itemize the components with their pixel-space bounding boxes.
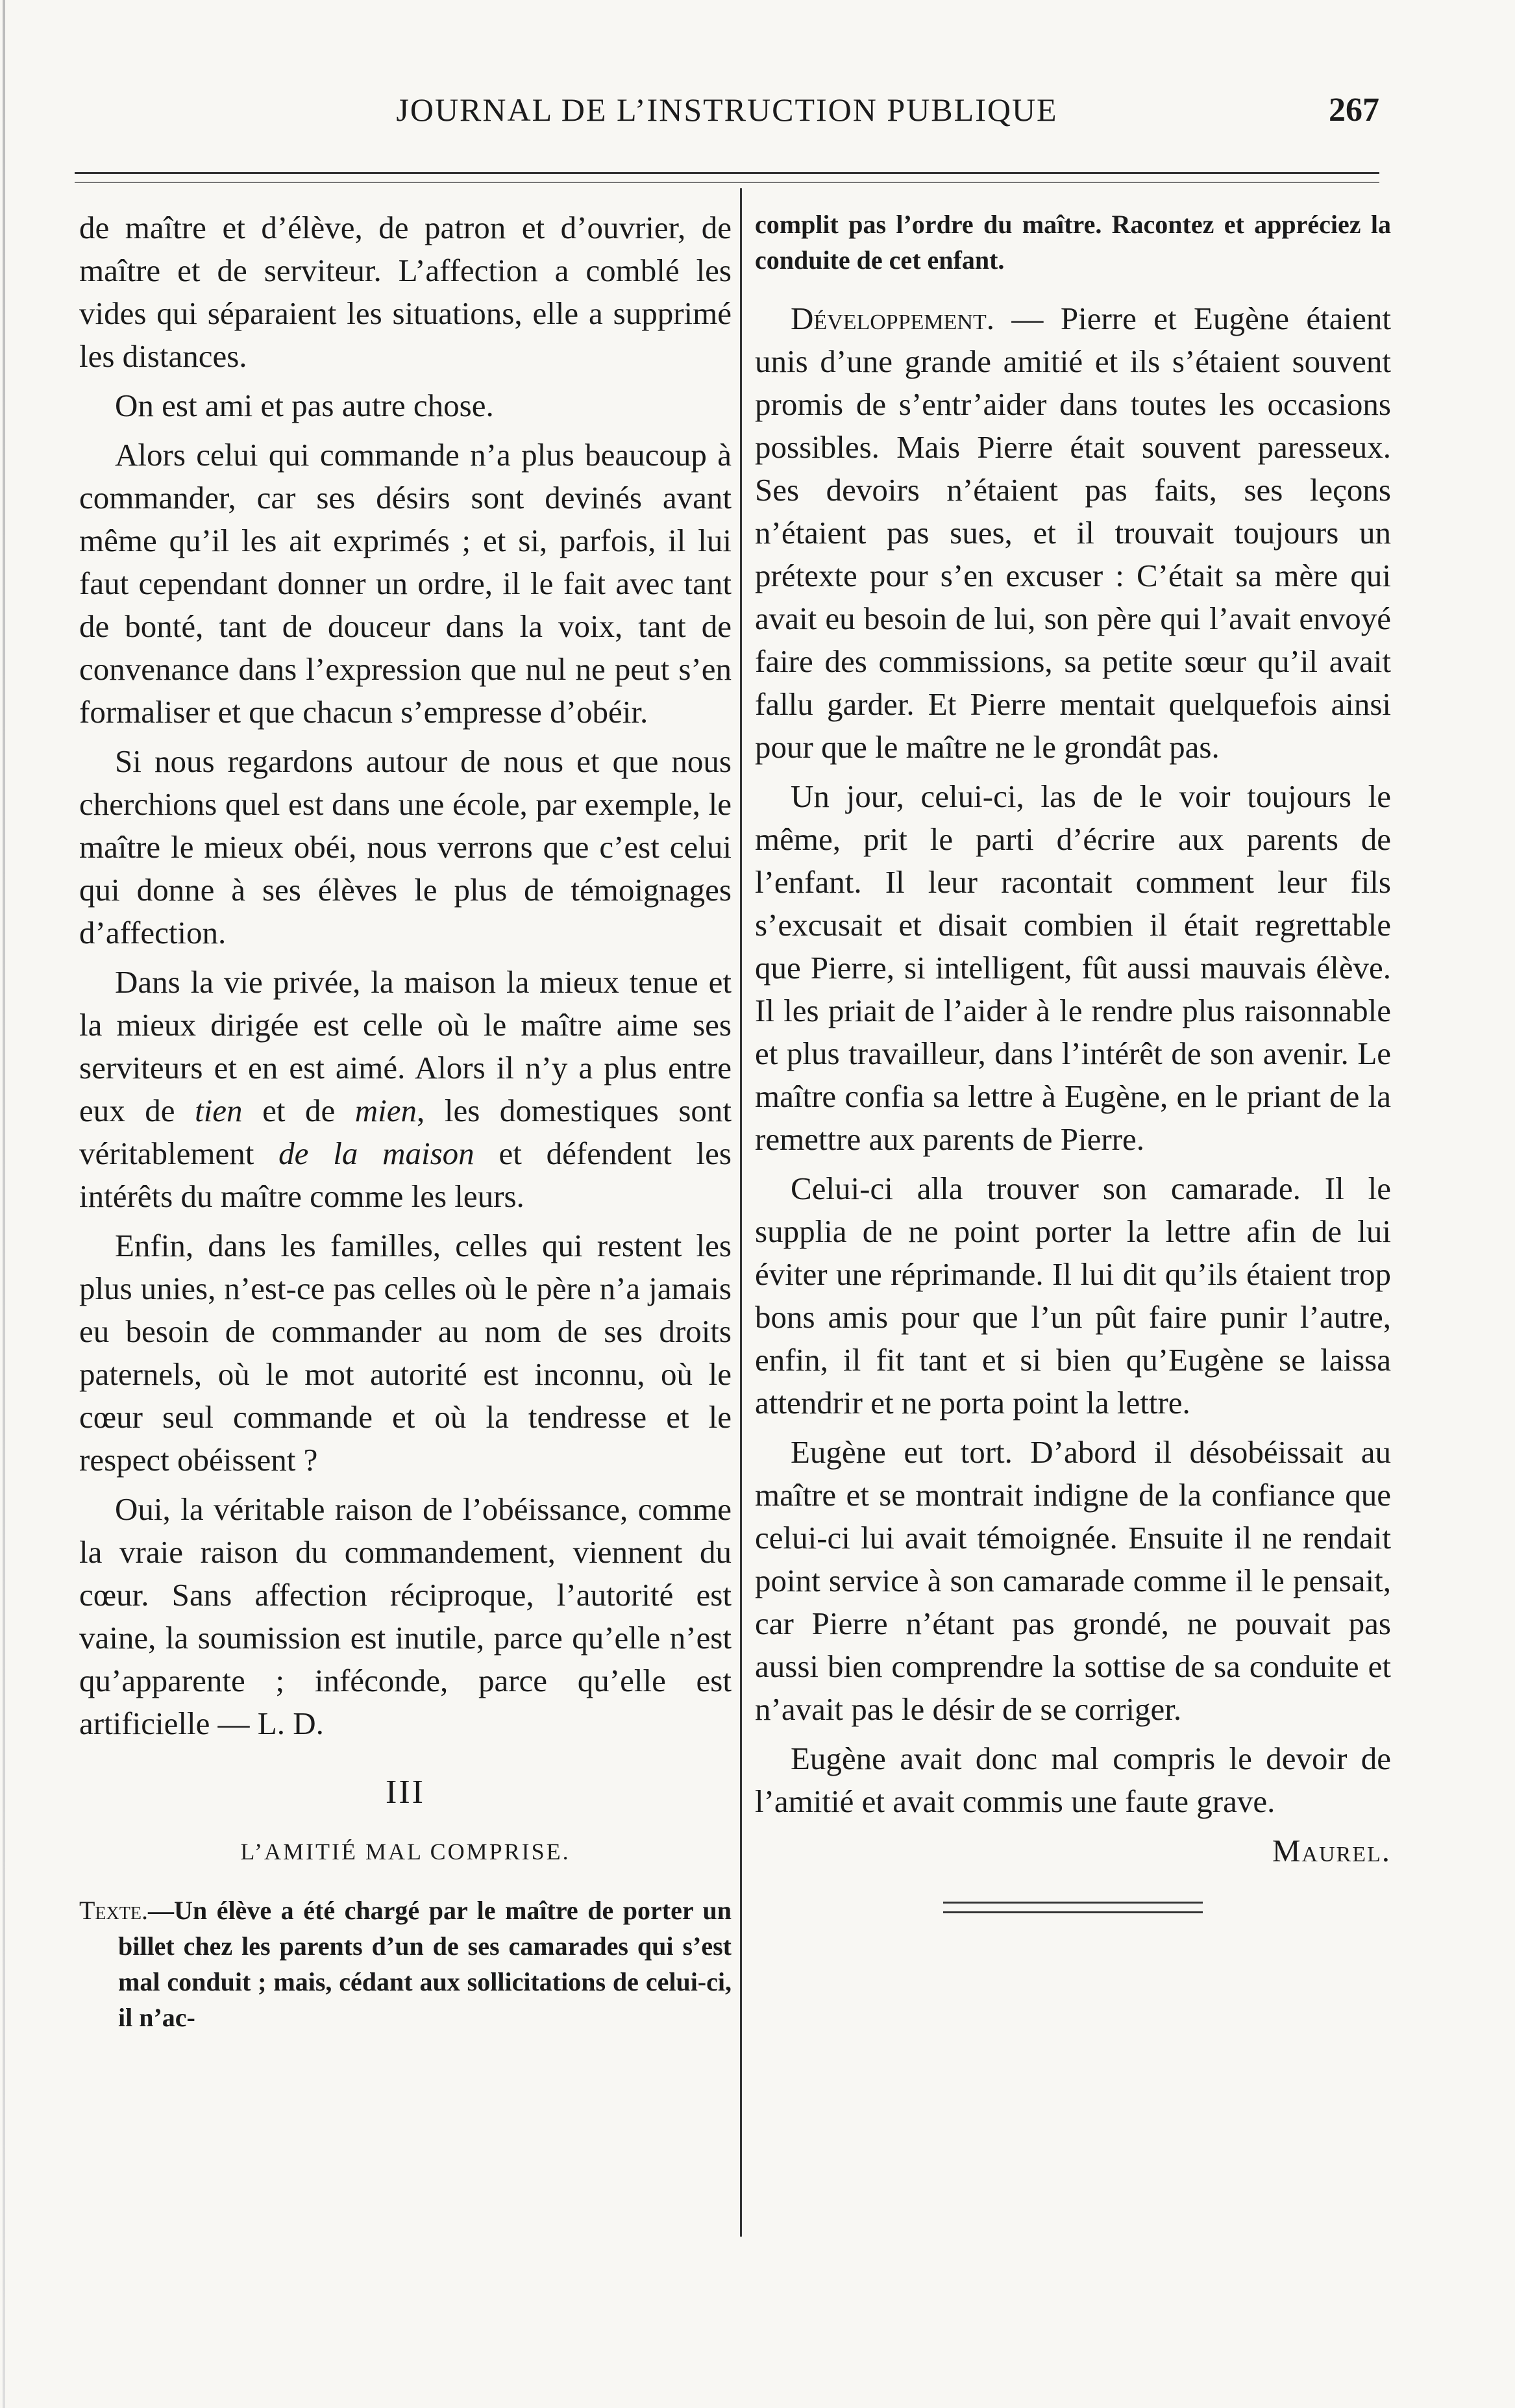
development-paragraph (755, 297, 1391, 769)
texte-label: Texte. (79, 1896, 148, 1925)
author-signature (755, 1830, 1391, 1872)
italic-phrase: de la maison (278, 1136, 474, 1171)
text-run: et défendent les intérêts du maître comme les leurs. (79, 1136, 732, 1214)
paragraph: Eugène avait donc mal compris le devoir de l’amitié et avait commis une faute grave. (755, 1741, 1391, 1819)
author-name: Maurel. (1272, 1833, 1391, 1868)
italic-word: mien (354, 1093, 417, 1128)
scan-edge (3, 0, 5, 2408)
section-number: III (386, 1774, 425, 1811)
paragraph: Alors celui qui commande n’a plus beaucoup à commander, car ses désirs sont devinés avant même qu’il les ait exprimés ; et si, parfois, il lui faut cependant donner un ordre, il le fait avec tant de bonté, tant de douceur dans la voix, tant de convenance dans l’expression que nul ne peut s’en formaliser et que chacun s’empresse d’obéir. (79, 437, 732, 730)
running-head (75, 91, 1379, 143)
paragraph: Si nous regardons autour de nous et que nous cherchions quel est dans une école, par exemple, le maître le mieux obéi, nous verrons que c’est celui qui donne à ses élèves le plus de témoignages d’affection. (79, 743, 732, 950)
header-rule-thin (75, 182, 1379, 183)
paragraph: On est ami et pas autre chose. (115, 388, 494, 423)
column-divider (740, 188, 742, 2237)
text-run: , les domestiques sont véritablement (79, 1093, 732, 1171)
left-column (79, 206, 732, 2035)
paragraph: de maître et d’élève, de patron et d’ouvrier, de maître et de serviteur. L’affection a comblé les vides qui séparaient les situations, elle a supprimé les distances. (79, 210, 732, 374)
end-rule (943, 1902, 1203, 1904)
paragraph: Eugène eut tort. D’abord il désobéissait au maître et se montrait indigne de la confiance que celui-ci lui avait témoignée. Ensuite il ne rendait point service à son camarade comme il le pensait, car Pierre n’étant pas grondé, ne pouvait pas aussi bien comprendre la sottise de sa conduite et n’avait pas le désir de se corriger. (755, 1434, 1391, 1727)
header-rule (75, 172, 1379, 174)
italic-word: tien (195, 1093, 243, 1128)
right-column (755, 206, 1391, 1913)
paragraph: Enfin, dans les familles, celles qui restent les plus unies, n’est-ce pas celles où le père n’a jamais eu besoin de commander au nom de ses droits paternels, où le mot autorité est inconnu, où le cœur seul commande et où la tendresse et le respect obéissent ? (79, 1228, 732, 1478)
text-run: Dans la vie privée, la maison la mieux tenue et la mieux dirigée est celle où le maître aime ses serviteurs et en est aimé. Alors il n’y a plus entre eux de (79, 964, 732, 1128)
texte-body: —Un élève a été chargé par le maître de porter un billet chez les parents d’un de ses camarades qui s’est mal conduit ; mais, cédant aux sollicitations de celui-ci, il n’ac- (118, 1896, 732, 2032)
text-run: et de (242, 1093, 355, 1128)
page-number: 267 (1329, 92, 1379, 129)
exercise-statement (79, 1893, 732, 2035)
exercise-statement-continued: complit pas l’ordre du maître. Racontez et appréciez la conduite de cet enfant. (755, 210, 1391, 275)
development-body: — Pierre et Eugène étaient unis d’une grande amitié et ils s’étaient souvent promis de s’entr’aider dans toutes les occasions possibles. Mais Pierre était souvent paresseux. Ses devoirs n’étaient pas faits, ses leçons n’étaient pas sues, et il trouvait toujours un prétexte pour s’en excuser : C’était sa mère qui avait eu besoin de lui, son père qui l’avait envoyé faire des commissions, sa petite sœur qu’il avait fallu garder. Et Pierre mentait quelquefois ainsi pour que le maître ne le grondât pas. (755, 301, 1391, 765)
end-rule-second (943, 1911, 1203, 1913)
section-title: L’AMITIÉ MAL COMPRISE. (240, 1839, 571, 1865)
paragraph: Un jour, celui-ci, las de le voir toujours le même, prit le parti d’écrire aux parents de l’enfant. Il leur racontait comment leur fils s’excusait et disait combien il était regrettable que Pierre, si intelligent, fût aussi mauvais élève. Il les priait de l’aider à le rendre plus raisonnable et plus travailleur, dans l’intérêt de son avenir. Le maître confia sa lettre à Eugène, en le priant de la remettre aux parents de Pierre. (755, 778, 1391, 1157)
paragraph: Celui-ci alla trouver son camarade. Il le supplia de ne point porter la lettre afin de lui éviter une réprimande. Il lui dit qu’ils étaient trop bons amis pour que l’un pût faire punir l’autre, enfin, il fit tant et si bien qu’Eugène se laissa attendrir et ne porta point la lettre. (755, 1171, 1391, 1421)
development-label: Développement. (791, 301, 994, 336)
paragraph: Oui, la véritable raison de l’obéissance, comme la vraie raison du commandement, viennent du cœur. Sans affection réciproque, l’autorité est vaine, la soumission est inutile, parce qu’elle n’est qu’apparente ; inféconde, parce qu’elle est artificielle — L. D. (79, 1491, 732, 1741)
journal-title: JOURNAL DE L’INSTRUCTION PUBLIQUE (396, 92, 1058, 128)
paragraph-with-italics (79, 961, 732, 1218)
